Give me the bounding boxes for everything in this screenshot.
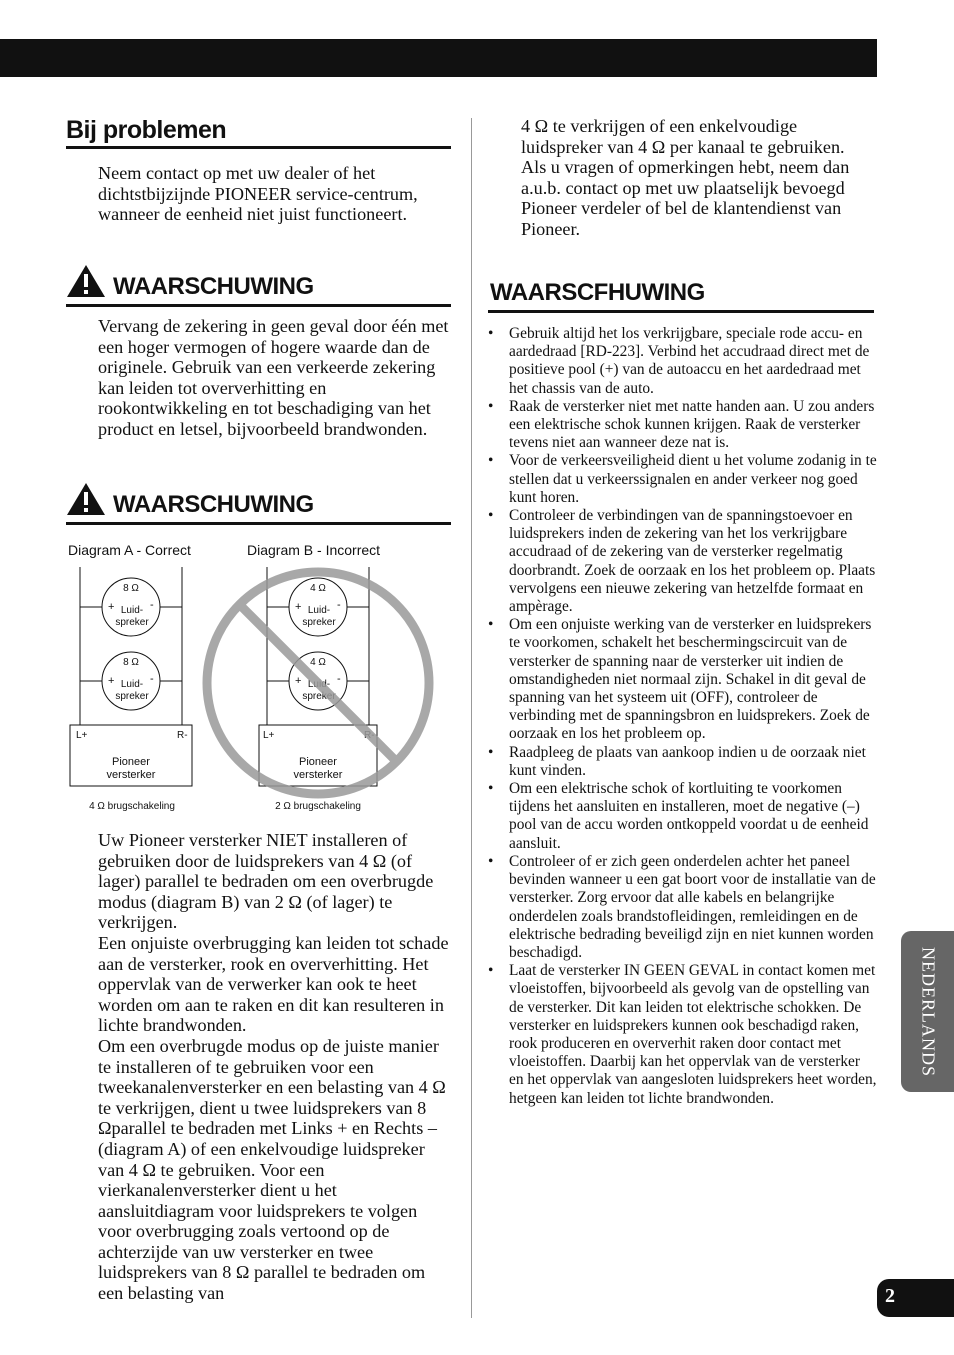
amp-a-label1: Pioneer bbox=[112, 756, 150, 768]
warning-triangle-icon bbox=[66, 264, 106, 298]
diagram-a-caption: 4 Ω brugschakeling bbox=[89, 801, 175, 812]
warning-3-list bbox=[488, 325, 878, 1108]
speaker-b2-ohm: 4 Ω bbox=[310, 657, 326, 668]
bridging-diagram bbox=[60, 535, 445, 820]
language-tab bbox=[901, 931, 954, 1092]
list-item: • Raak de versterker niet met natte handen aan. U zou anders een elektrische schok kunnen krijgen. Raak de versterker tevens niet aan wanneer deze nat is. bbox=[488, 398, 878, 453]
warning-2-text bbox=[98, 830, 450, 1304]
speaker-b1-minus: - bbox=[337, 599, 341, 611]
amp-a-rminus: R- bbox=[177, 730, 188, 741]
speaker-a1-label1: Luid- bbox=[120, 605, 144, 616]
speaker-b2-label1: Luid- bbox=[307, 679, 331, 690]
section-title-problems: Bij problemen bbox=[66, 116, 227, 144]
warning-2-paragraph-3: Om een overbrugde modus op de juiste manier te installeren of te gebruiken voor een tweekanalenversterker en een belasting van 4 Ω te verkrijgen, dient u twee luidsprekers van 8 Ωparallel te bedraden met Links + en Rechts – (diagram A) of een enkelvoudige luidspreker van 4 Ω te gebruiken. Voor een vierkanalenversterker dient u het aansluitdiagram voor luidsprekers te volgen voor overbrugging zoals vertoond op de achterzijde van uw versterker en twee luidsprekers van 8 Ω parallel te bedraden om een belasting van bbox=[98, 1035, 446, 1304]
speaker-a2-minus: - bbox=[150, 673, 154, 685]
speaker-b1-ohm: 4 Ω bbox=[310, 583, 326, 594]
rule-warning-2 bbox=[66, 522, 451, 525]
diagram-b-title: Diagram B - Incorrect bbox=[247, 542, 381, 558]
speaker-b1-label1: Luid- bbox=[307, 605, 331, 616]
amp-b-label1: Pioneer bbox=[299, 756, 337, 768]
list-item: • Raadpleeg de plaats van aankoop indien u de oorzaak niet kunt vinden. bbox=[488, 744, 878, 780]
warning-2-paragraph-5: Als u vragen of opmerkingen hebt, neem dan a.u.b. contact op met uw plaatselijk bevoegd Pioneer verdeler of bel de klantendienst van Pioneer. bbox=[521, 157, 850, 239]
warning-triangle-icon bbox=[66, 482, 106, 516]
column-divider bbox=[471, 118, 472, 1318]
warning-2-continuation bbox=[521, 116, 866, 240]
diagram-b-caption: 2 Ω brugschakeling bbox=[275, 801, 361, 812]
amp-b-lplus: L+ bbox=[263, 730, 275, 741]
warning-1-text bbox=[98, 316, 450, 440]
diagram-a bbox=[70, 567, 192, 786]
speaker-a2-label2: spreker bbox=[115, 691, 149, 702]
rule-warning-1 bbox=[66, 304, 451, 307]
amp-b-label2: versterker bbox=[293, 769, 343, 781]
warning-2-paragraph-2: Een onjuiste overbrugging kan leiden tot schade aan de versterker, rook en oververhitting. Het oppervlak van de verwerker kan ook te heet worden om aan te raken en dit kan resulteren in lichte brandwonden. bbox=[98, 932, 449, 1036]
amp-a-lplus: L+ bbox=[76, 730, 88, 741]
problems-paragraph: Neem contact op met uw dealer of het dichtstbijzijnde PIONEER service-centrum, wanneer de eenheid niet juist functioneert. bbox=[98, 163, 418, 225]
speaker-b2-plus: + bbox=[295, 675, 302, 687]
speaker-b2-minus: - bbox=[337, 673, 341, 685]
speaker-a2-label1: Luid- bbox=[120, 679, 144, 690]
speaker-a1-plus: + bbox=[108, 601, 115, 613]
speaker-a2-ohm: 8 Ω bbox=[123, 657, 139, 668]
list-item: • Controleer de verbindingen van de spanningstoevoer en luidsprekers inden de zekering van het los verkrijgbare accudraad of de zekering van de versterker regelmatig doorbrandt. Zoek de oorzaak en los het probleem op. Plaats vervolgens een nieuwe zekering van hetzelfde formaat en ampèrage. bbox=[488, 507, 878, 616]
rule-warning-3 bbox=[488, 310, 874, 313]
list-item: • Om een elektrische schok of kortluiting te voorkomen tijdens het aansluiten en installeren, moet de negative (–) pool van de accu worden ontkoppeld voordat u de eenheid aansluit. bbox=[488, 780, 878, 853]
list-item: • Laat de versterker IN GEEN GEVAL in contact komen met vloeistoffen, bijvoorbeeld als gevolg van de opstelling van de versterker. Dit kan leiden tot elektrische schokken. De versterker en luidsprekers kunnen ook beschadigd raken, rook produceren en oververhit raken door contact met vloeistoffen. Daarbij kan het oppervlak van de versterker en het oppervlak van aangesloten luidsprekers heet worden, hetgeen kan leiden tot lichte brandwonden. bbox=[488, 962, 878, 1108]
header-bar bbox=[0, 39, 877, 77]
language-tab-label: NEDERLANDS bbox=[918, 946, 938, 1077]
diagram-a-title: Diagram A - Correct bbox=[68, 542, 191, 558]
speaker-b2-label2: spreker bbox=[302, 691, 336, 702]
section-title-warning-3: WAARSCFHUWING bbox=[490, 279, 705, 306]
problems-text bbox=[98, 163, 450, 225]
speaker-a1-label2: spreker bbox=[115, 617, 149, 628]
warning-2-paragraph-4: 4 Ω te verkrijgen of een enkelvoudige luidspreker van 4 Ω per kanaal te gebruiken. bbox=[521, 116, 845, 157]
rule-problems bbox=[66, 146, 451, 149]
speaker-b1-label2: spreker bbox=[302, 617, 336, 628]
list-item: • Controleer of er zich geen onderdelen achter het paneel bevinden wanneer u een gat boort voor de installatie van de versterker. Zorg ervoor dat alle kabels en belangrijke onderdelen zoals brandstofleidingen, remleidingen en de elektrische bedrading beveiligd zijn en niet kunnen worden beschadigd. bbox=[488, 853, 878, 962]
amp-a-label2: versterker bbox=[106, 769, 156, 781]
diagram-b bbox=[259, 567, 377, 786]
section-title-warning-2: WAARSCHUWING bbox=[113, 491, 314, 518]
warning-1-paragraph: Vervang de zekering in geen geval door één met een hoger vermogen of hogere waarde dan de originele. Gebruik van een verkeerde zekering kan leiden tot oververhitting en rookontwikkeling en tot beschadiging van het product en letsel, bijvoorbeeld brandwonden. bbox=[98, 316, 449, 439]
speaker-a2-plus: + bbox=[108, 675, 115, 687]
section-title-warning-1: WAARSCHUWING bbox=[113, 273, 314, 300]
list-item: • Voor de verkeersveiligheid dient u het volume zodanig in te stellen dat u verkeerssignalen en ander verkeer nog goed kunt horen. bbox=[488, 452, 878, 507]
speaker-a1-ohm: 8 Ω bbox=[123, 583, 139, 594]
speaker-b1-plus: + bbox=[295, 601, 302, 613]
list-item: • Gebruik altijd het los verkrijgbare, speciale rode accu- en aardedraad [RD-223]. Verbind het accudraad direct met de positieve pool (+) van de autoaccu en het aardedraad met het chassis van de auto. bbox=[488, 325, 878, 398]
list-item: • Om een onjuiste werking van de versterker en luidsprekers te voorkomen, schakelt het beschermingscircuit van de versterker de spanning naar de versterker uit indien de omstandigheden niet normaal zijn. Schakel in dit geval de spanning van het systeem uit (OFF), controleer de verbinding met de spanningsbron en luidsprekers. Zoek de oorzaak en los het probleem op. bbox=[488, 616, 878, 743]
speaker-a1-minus: - bbox=[150, 599, 154, 611]
page-number: 2 bbox=[885, 1285, 895, 1307]
page-number-badge bbox=[877, 1279, 954, 1317]
warning-2-paragraph-1: Uw Pioneer versterker NIET installeren of gebruiken door de luidsprekers van 4 Ω (of lager) parallel te bedraden om een overbrugde modus (diagram B) van 2 Ω (of lager) te verkrijgen. bbox=[98, 830, 434, 933]
amp-b-rminus: R- bbox=[364, 730, 375, 741]
